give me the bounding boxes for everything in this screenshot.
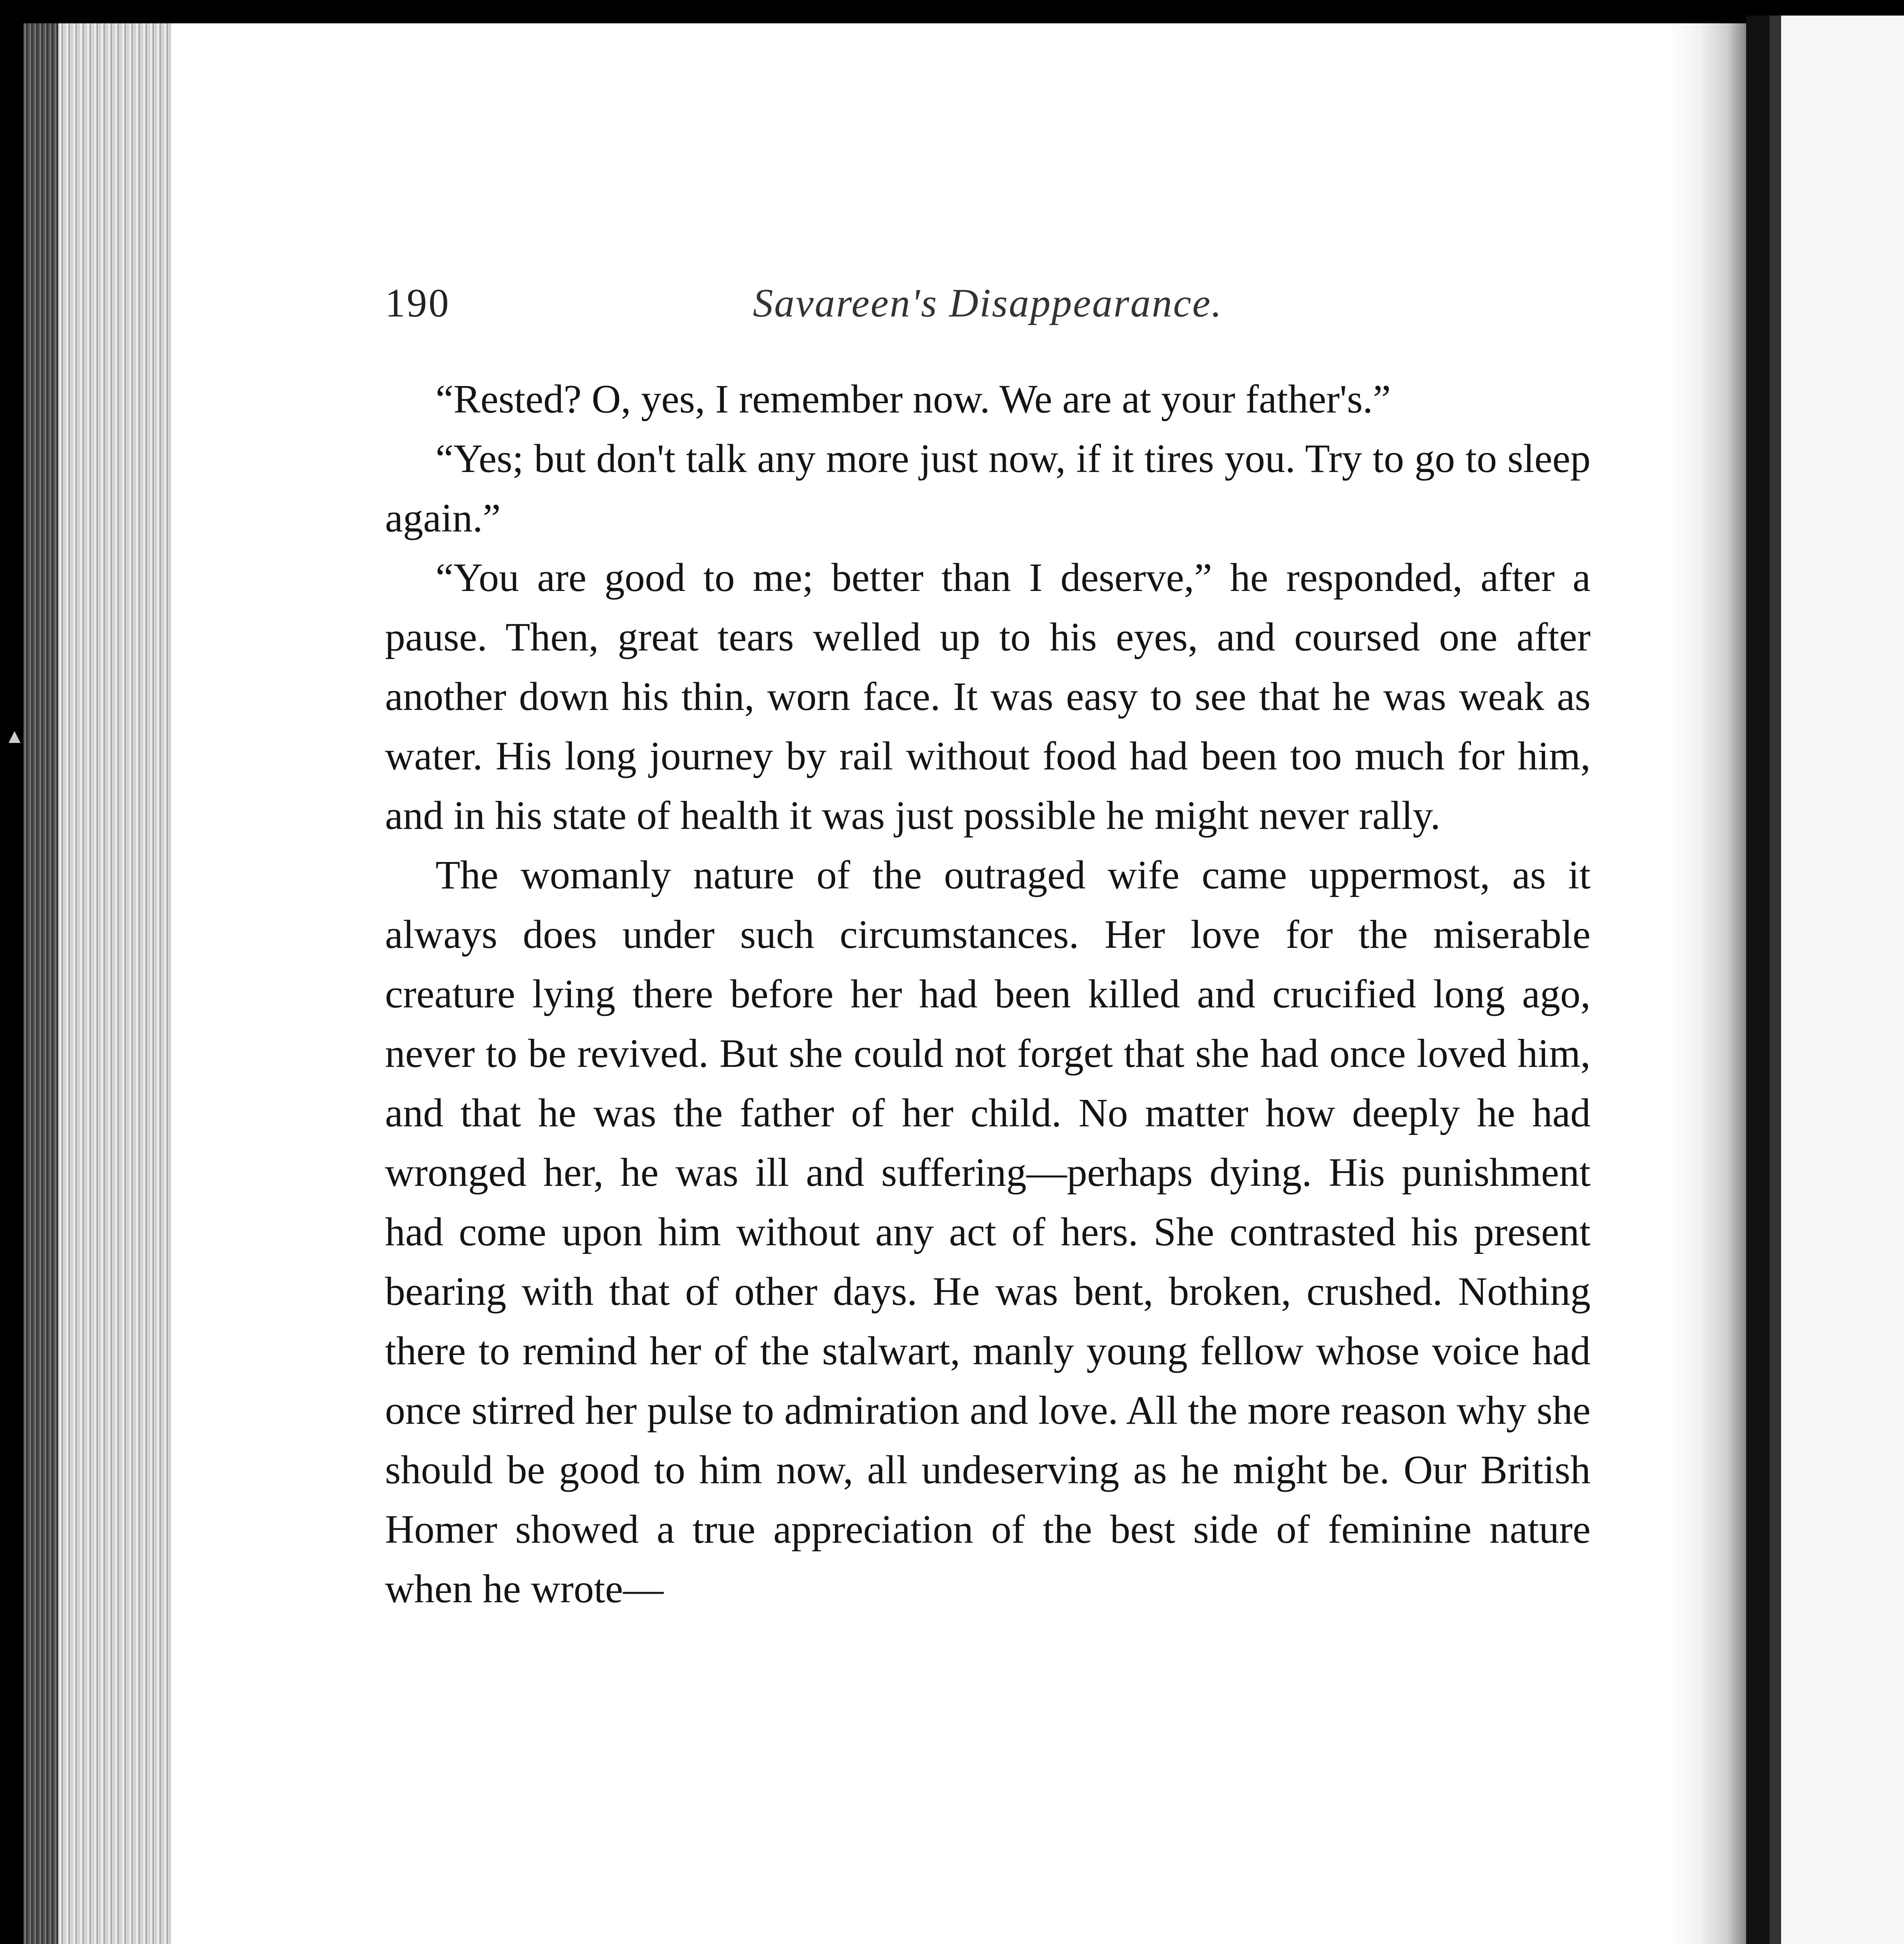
paragraph: “You are good to me; better than I deserve,” he responded, after a pause. Then, great tears welled up to his eyes, and coursed one after another down his thin, worn face. It was easy to see that he was weak as water. His long journey by rail without food had been too much for him, and in his state of health it was just possible he might never rally. [385,555,1591,838]
running-title: Savareen's Disappearance. [752,281,1223,325]
paragraph: “Yes; but don't talk any more just now, if it tires you. Try to go to sleep again.” [385,436,1591,540]
page-gutter [1668,23,1746,1944]
page-edge-shadow [23,23,58,1944]
page-number: 190 [385,281,450,325]
paragraph: The womanly nature of the outraged wife came uppermost, as it always does under such circumstances. Her love for the miserable creature lying there before her had been killed and crucified long ago, never to be revived. But she could not forget that she had once loved him, and that he was the father of her child. No matter how deeply he had wronged her, he was ill and suffering—perhaps dying. His punishment had come upon him without any act of hers. She contrasted his present bearing with that of other days. He was bent, broken, crushed. Nothing there to remind her of the stalwart, manly young fellow whose voice had once stirred her pulse to admiration and love. All the more reason why she should be good to him now, all undeserving as he might be. Our British Homer showed a true appreciation of the best side of feminine nature when he wrote— [385,853,1591,1611]
facing-page-edge [1769,16,1781,1944]
paragraph: “Rested? O, yes, I remember now. We are at your father's.” [436,377,1391,421]
facing-page [1769,16,1904,1944]
body-text [385,369,1591,1619]
running-head [385,280,1591,334]
book-binding [1746,16,1769,1944]
margin-mark: ▲ [9,727,21,745]
